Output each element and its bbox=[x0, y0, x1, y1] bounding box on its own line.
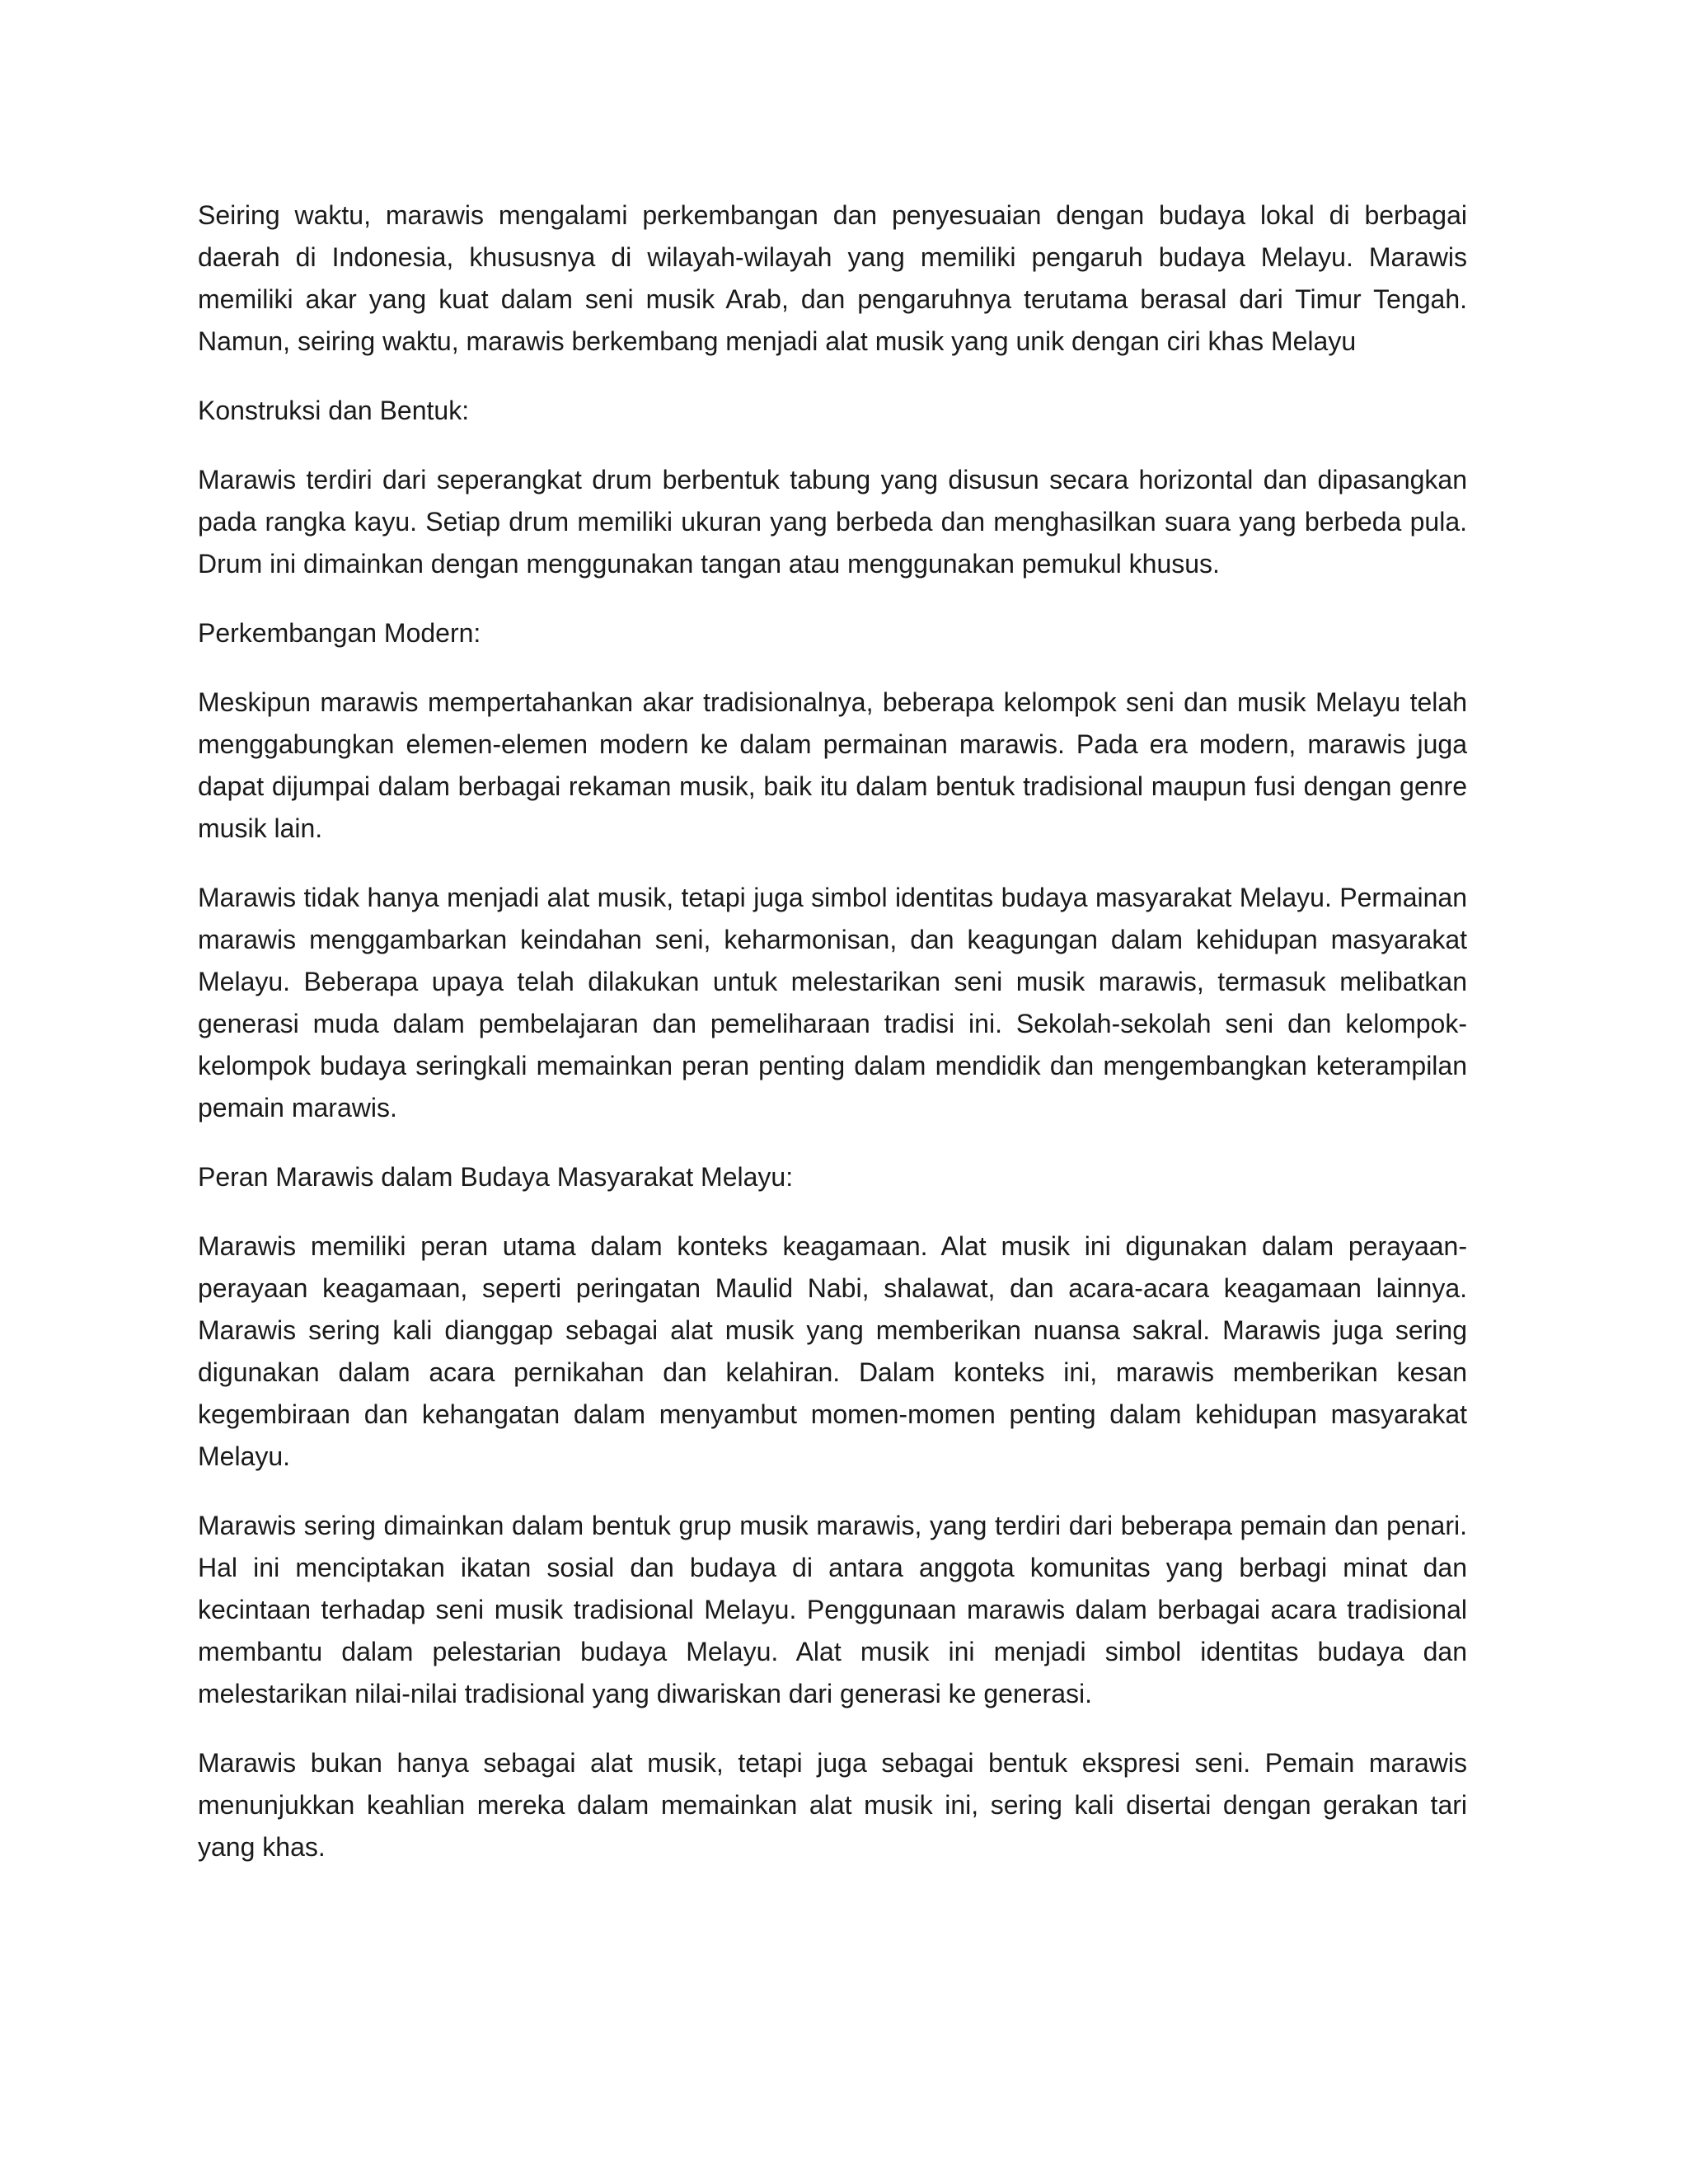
heading-konstruksi: Konstruksi dan Bentuk: bbox=[198, 396, 470, 425]
document-body bbox=[198, 194, 1467, 1896]
paragraph-konstruksi: Marawis terdiri dari seperangkat drum berbentuk tabung yang disusun secara horizontal dan dipasangkan pada rangka kayu. Setiap drum memiliki ukuran yang berbeda dan menghasilkan suara yang berbeda pula. Drum ini dimainkan dengan menggunakan tangan atau menggunakan pemukul khusus. bbox=[198, 465, 1467, 579]
paragraph-perkembangan-modern: Meskipun marawis mempertahankan akar tradisionalnya, beberapa kelompok seni dan musik Melayu telah menggabungkan elemen-elemen modern ke dalam permainan marawis. Pada era modern, marawis juga dapat dijumpai dalam berbagai rekaman musik, baik itu dalam bentuk tradisional maupun fusi dengan genre musik lain. bbox=[198, 687, 1467, 843]
paragraph-ekspresi-seni: Marawis bukan hanya sebagai alat musik, tetapi juga sebagai bentuk ekspresi seni. Pemain marawis menunjukkan keahlian mereka dalam memainkan alat musik ini, sering kali disertai dengan gerakan tari yang khas. bbox=[198, 1748, 1467, 1862]
paragraph-identitas-budaya: Marawis tidak hanya menjadi alat musik, tetapi juga simbol identitas budaya masyarakat Melayu. Permainan marawis menggambarkan keindahan seni, keharmonisan, dan keagungan dalam kehidupan masyarakat Melayu. Beberapa upaya telah dilakukan untuk melestarikan seni musik marawis, termasuk melibatkan generasi muda dalam pembelajaran dan pemeliharaan tradisi ini. Sekolah-sekolah seni dan kelompok-kelompok budaya seringkali memainkan peran penting dalam mendidik dan mengembangkan keterampilan pemain marawis. bbox=[198, 883, 1467, 1122]
paragraph-intro: Seiring waktu, marawis mengalami perkembangan dan penyesuaian dengan budaya lokal di berbagai daerah di Indonesia, khususnya di wilayah-wilayah yang memiliki pengaruh budaya Melayu. Marawis memiliki akar yang kuat dalam seni musik Arab, dan pengaruhnya terutama berasal dari Timur Tengah. Namun, seiring waktu, marawis berkembang menjadi alat musik yang unik dengan ciri khas Melayu bbox=[198, 200, 1467, 356]
heading-perkembangan-modern: Perkembangan Modern: bbox=[198, 618, 481, 648]
paragraph-peran-keagamaan: Marawis memiliki peran utama dalam konteks keagamaan. Alat musik ini digunakan dalam perayaan-perayaan keagamaan, seperti peringatan Maulid Nabi, shalawat, dan acara-acara keagamaan lainnya. Marawis sering kali dianggap sebagai alat musik yang memberikan nuansa sakral. Marawis juga sering digunakan dalam acara pernikahan dan kelahiran. Dalam konteks ini, marawis memberikan kesan kegembiraan dan kehangatan dalam menyambut momen-momen penting dalam kehidupan masyarakat Melayu. bbox=[198, 1231, 1467, 1471]
paragraph-grup-musik: Marawis sering dimainkan dalam bentuk grup musik marawis, yang terdiri dari beberapa pemain dan penari. Hal ini menciptakan ikatan sosial dan budaya di antara anggota komunitas yang berbagi minat dan kecintaan terhadap seni musik tradisional Melayu. Penggunaan marawis dalam berbagai acara tradisional membantu dalam pelestarian budaya Melayu. Alat musik ini menjadi simbol identitas budaya dan melestarikan nilai-nilai tradisional yang diwariskan dari generasi ke generasi. bbox=[198, 1511, 1467, 1708]
heading-peran-marawis: Peran Marawis dalam Budaya Masyarakat Melayu: bbox=[198, 1162, 794, 1192]
